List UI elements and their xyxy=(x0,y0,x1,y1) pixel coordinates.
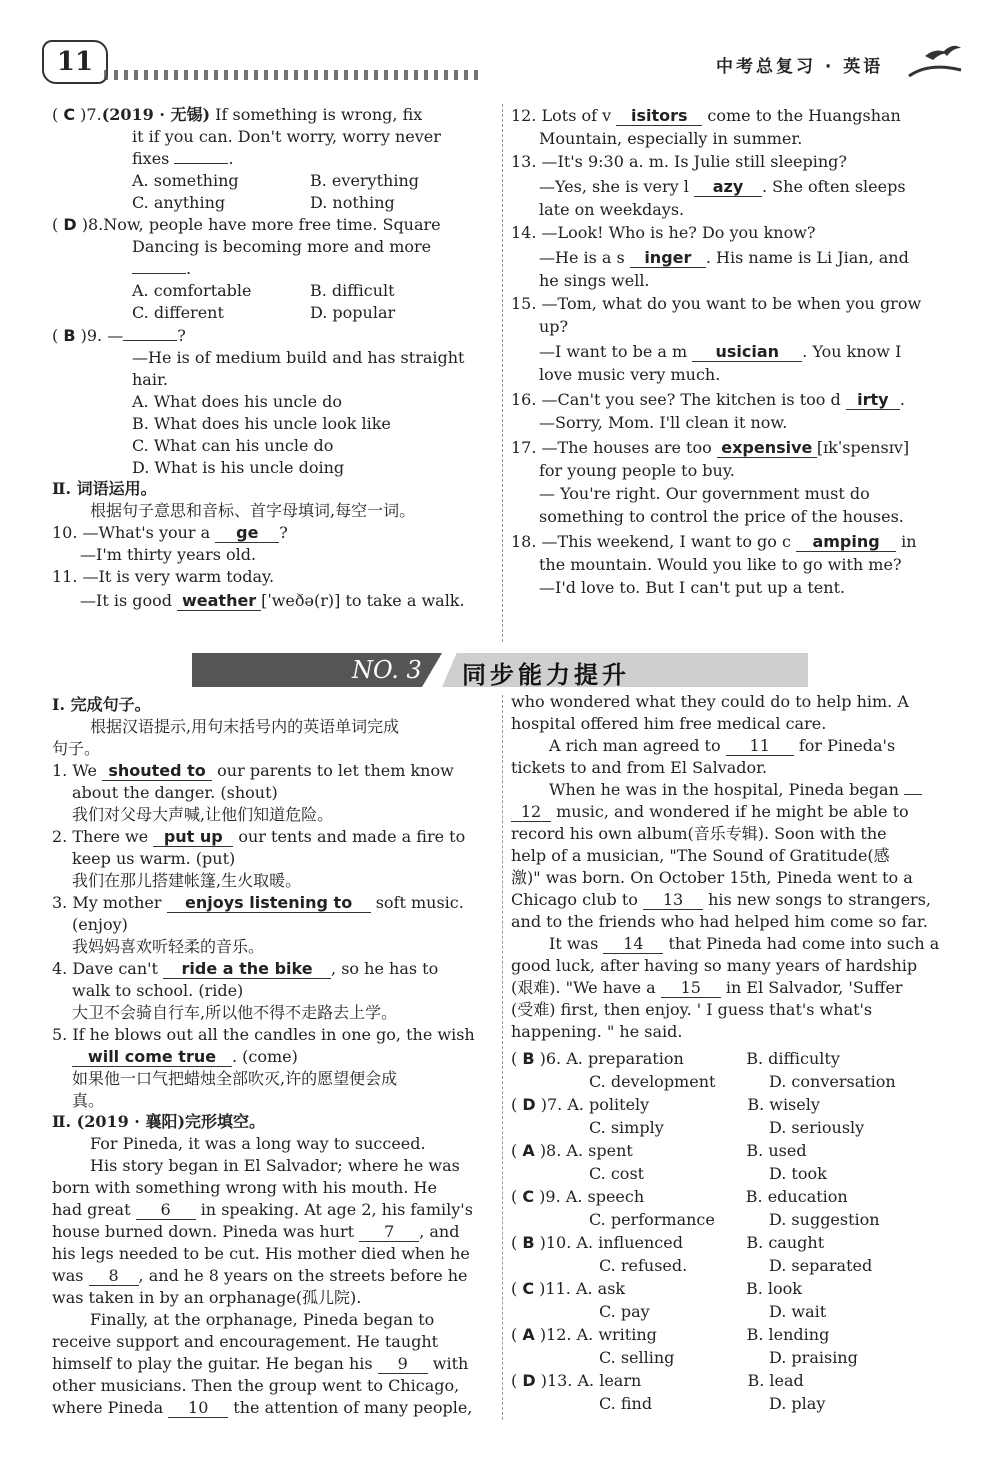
option-row-12: ( A )12. A. writing B. lending xyxy=(511,1325,830,1344)
banner-number: NO. 3 xyxy=(352,656,422,684)
section-1-complete-sentences: Ⅰ. 完成句子。 根据汉语提示,用句末括号内的英语单词完成 句子。 1. We shouted to our parents to let them know about the danger. (shout) 我们对父母大声喊,让他们知道危险。 2. There we put up our tents and made a fire to keep us warm. (put) 我们在那儿搭建帐篷,生火取暖。 3. My mother enjoys listening to soft music. (enjoy) 我妈妈喜欢听轻柔的音乐。 4. Dave can't ride a the bike , so he has to walk to school. (ride) 大卫不会骑自行车,所以他不得不走路去上学。 5. If he blows out all the candles in one go, the wish will come true . (come) 如果他一口气把蜡烛全部吹灭,许的愿望便会成 真。 xyxy=(52,695,475,1110)
option-row-10: ( B )10. A. influenced B. caught xyxy=(511,1233,825,1252)
section-2-cloze: Ⅱ. (2019 · 襄阳)完形填空。 For Pineda, it was a long way to succeed. His story began in El Salvador; where he was born with something wrong with his mouth. He had great 6 in speaking. At age 2, his family's house burned down. Pineda was hurt 7 , and his legs needed to be cut. His mother died when he was 8 , and he 8 years on the streets before he was taken in by an orphanage(孤儿院). Finally, at the orphanage, Pineda began to receive support and encouragement. He taught himself to play the guitar. He began his 9 with other musicians. Then the group went to Chicago, where Pineda 10 the attention of many people, xyxy=(52,1112,473,1417)
section-banner xyxy=(192,653,808,687)
question-12-18: 12. Lots of v isitors come to the Huangshan Mountain, especially in summer. 13. —It's 9:30 a. m. Is Julie still sleeping? —Yes, she is very l azy . She often sleeps late on weekdays. 14. —Look! Who is he? Do you know? —He is a s inger . His name is Li Jian, and he sings well. 15. —Tom, what do you want to be when you grow up? —I want to be a m usician . You know I love music very much. 16. —Can't you see? The kitchen is too d irty . —Sorry, Mom. I'll clean it now. 17. —The houses are too expensive [ɪkˈspensɪv] for young people to buy. — You're right. Our government must do something to control the price of the houses. 18. —This weekend, I want to go c amping in the mountain. Would you like to go with me? —I'd love to. But I can't put up a tent. xyxy=(511,106,922,597)
question-8: ( D )8.Now, people have more free time. Square Dancing is becoming more and more . A. comfortable B. difficult C. different D. popular xyxy=(52,215,441,322)
bird-logo-icon xyxy=(905,42,963,82)
option-row-6: ( B )6. A. preparation B. difficulty xyxy=(511,1049,840,1068)
cloze-passage-continued: who wondered what they could do to help him. A hospital offered him free medical care. A rich man agreed to 11 for Pineda's tickets to and from El Salvador. When he was in the hospital, Pineda began 12 music, and wondered if he might be able to record his own album(音乐专辑). Soon with the help of a musician, "The Sound of Gratitude(感 激)" was born. On October 15th, Pineda went to a Chicago club to 13 his new songs to strangers, and to the friends who had helped him come so far. It was 14 that Pineda had come into such a good luck, after having so many years of hardship (艰难). "We have a 15 in El Salvador, 'Suffer (受难) first, then enjoy. ' I guess that's what's happening. " he said. xyxy=(511,692,940,1041)
column-divider xyxy=(502,104,503,642)
option-row-8: ( A )8. A. spent B. used xyxy=(511,1141,807,1160)
page-header-title: 中考总复习 · 英语 xyxy=(716,57,884,77)
question-7: ( C )7.(2019 · 无锡) If something is wrong, fix it if you can. Don't worry, worry never fixes . A. something B. everything C. anything D. nothing xyxy=(52,105,441,212)
option-row-9: ( C )9. A. speech B. education xyxy=(511,1187,848,1206)
decorative-dots xyxy=(104,70,484,80)
cloze-options: ( B )6. A. preparation B. difficulty C. development D. conversation ( D )7. A. politely B. wisely C. simply D. seriously ( A )8. A. spent B. used C. cost D. took ( C )9. A. speech B. education C. performance D. suggestion ( B )10. A. influenced B. caught C. refused. D. separated ( C )11. A. ask B. look C. pay D. wait ( A )12. A. writing B. lending C. selling D. praising ( D )13. A. learn B. lead C. find D. play xyxy=(511,1049,896,1413)
section-2-vocab: Ⅱ. 词语运用。 根据句子意思和音标、首字母填词,每空一词。 10. —What's your a ge ? —I'm thirty years old. 11. —It is very warm today. —It is good weather [ˈweðə(r)] to take a walk. xyxy=(52,479,465,610)
option-row-11: ( C )11. A. ask B. look xyxy=(511,1279,802,1298)
page-number: 11 xyxy=(42,40,108,84)
column-divider xyxy=(502,695,503,1420)
question-9: ( B )9. — ? —He is of medium build and has straight hair. A. What does his uncle do B. What does his uncle look like C. What can his uncle do D. What is his uncle doing xyxy=(52,326,465,477)
option-row-13: ( D )13. A. learn B. lead xyxy=(511,1371,804,1390)
banner-title: 同步能力提升 xyxy=(462,661,630,689)
option-row-7: ( D )7. A. politely B. wisely xyxy=(511,1095,820,1114)
